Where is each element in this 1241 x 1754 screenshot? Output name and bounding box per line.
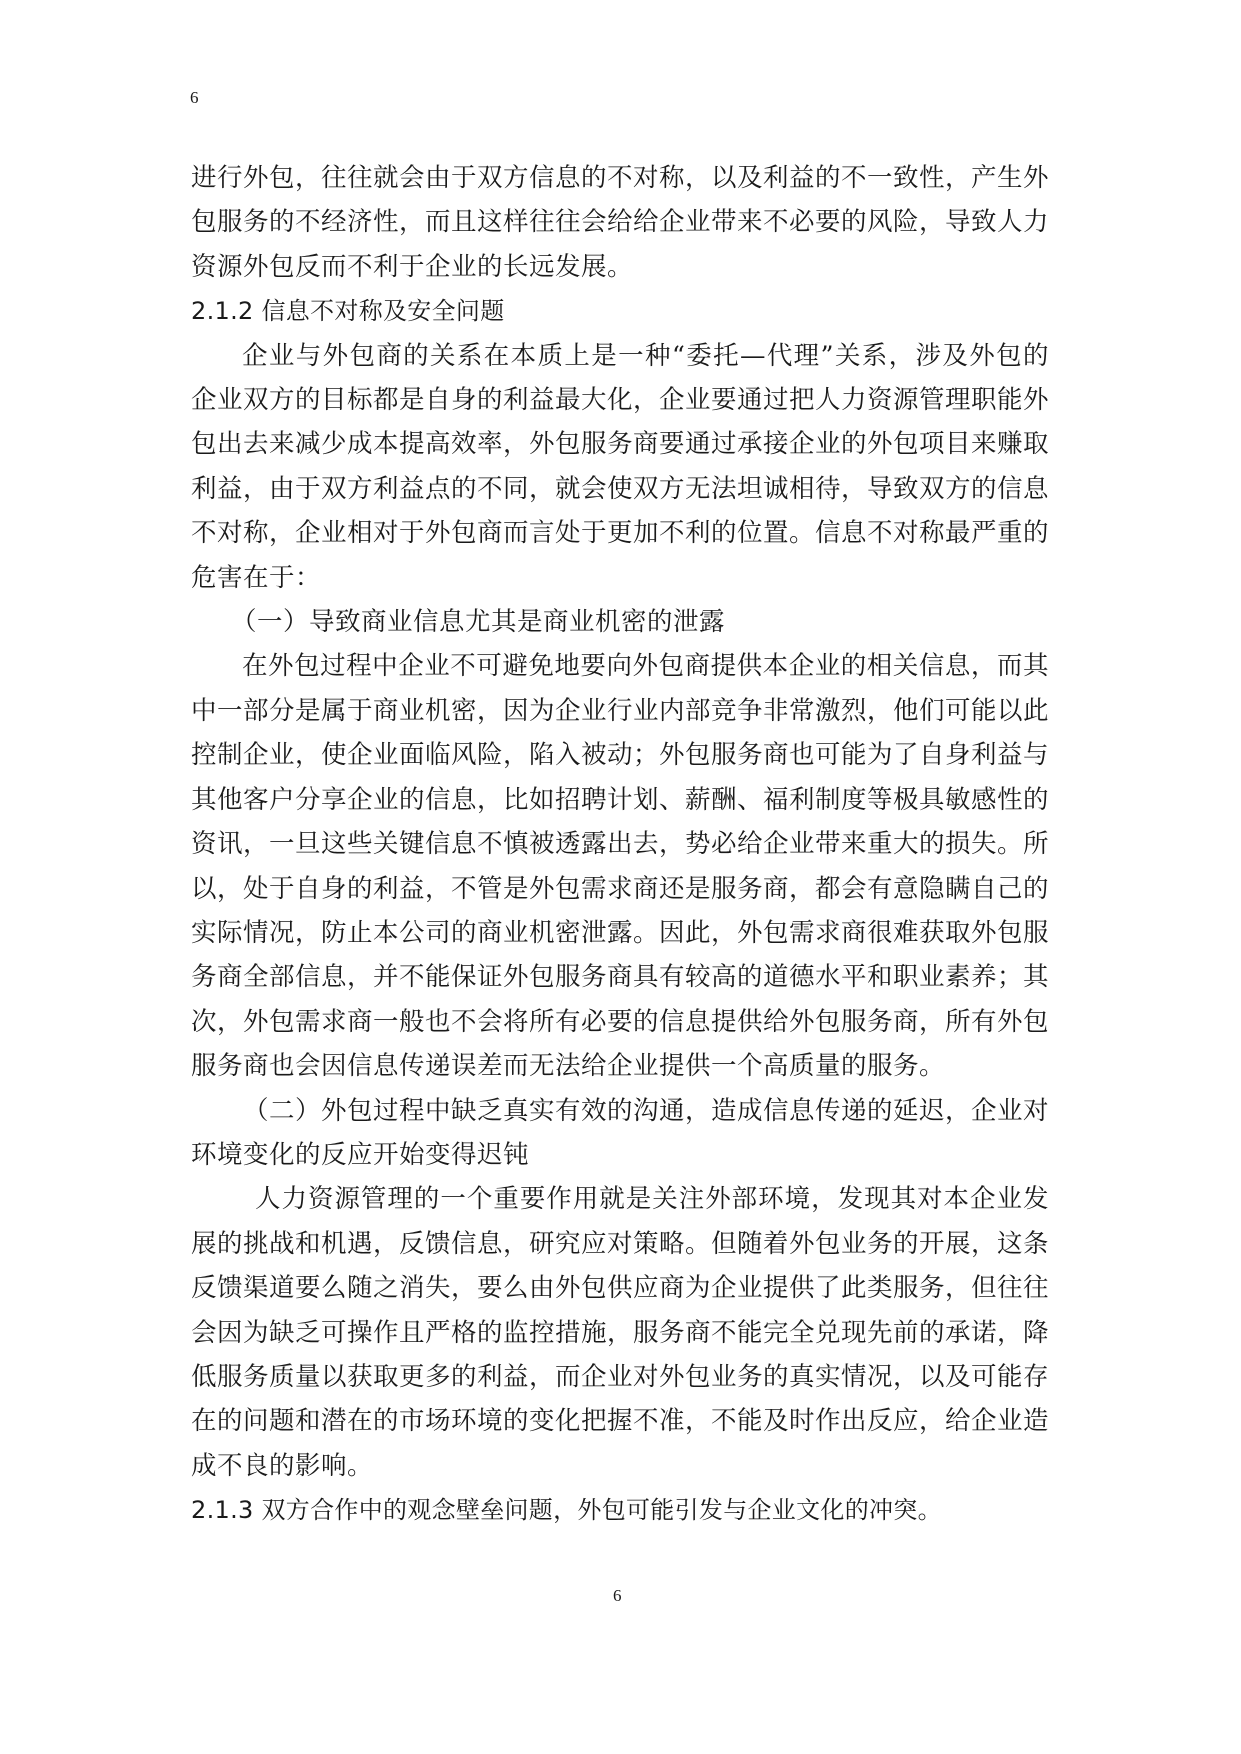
paragraph-communication: 人力资源管理的一个重要作用就是关注外部环境，发现其对本企业发展的挑战和机遇，反馈信息，研究应对策略。但随着外包业务的开展，这条反馈渠道要么随之消失，要么由外包供应商为企业提供了此类服务，但往往会因为缺乏可操作且严格的监控措施，服务商不能完全兑现先前的承诺，降低服务质量以获取更多的利益，而企业对外包业务的真实情况，以及可能存在的问题和潜在的市场环境的变化把握不准，不能及时作出反应，给企业造成不良的影响。 [191,1184,1050,1481]
section-heading-2-1-3: 2.1.3 双方合作中的观念壁垒问题，外包可能引发与企业文化的冲突。 [191,1496,942,1525]
sub-heading-one: （一）导致商业信息尤其是商业机密的泄露 [231,607,726,638]
sub-heading-two: （二）外包过程中缺乏真实有效的沟通，造成信息传递的延迟，企业对环境变化的反应开始变得迟钝 [191,1095,1050,1170]
paragraph-continuation: 进行外包，往往就会由于双方信息的不对称，以及利益的不一致性，产生外包服务的不经济性，而且这样往往会给给企业带来不必要的风险，导致人力资源外包反而不利于企业的长远发展。 [191,163,1050,282]
page-number-bottom: 6 [613,1586,622,1605]
document-body [191,156,1049,1533]
paragraph-trade-secrets: 在外包过程中企业不可避免地要向外包商提供本企业的相关信息，而其中一部分是属于商业机密，因为企业行业内部竞争非常激烈，他们可能以此控制企业，使企业面临风险，陷入被动；外包服务商也可能为了自身利益与其他客户分享企业的信息，比如招聘计划、薪酬、福利制度等极具敏感性的资讯，一旦这些关键信息不慎被透露出去，势必给企业带来重大的损失。所以，处于自身的利益，不管是外包需求商还是服务商，都会有意隐瞒自己的实际情况，防止本公司的商业机密泄露。因此，外包需求商很难获取外包服务商全部信息，并不能保证外包服务商具有较高的道德水平和职业素养；其次，外包需求商一般也不会将所有必要的信息提供给外包服务商，所有外包服务商也会因信息传递误差而无法给企业提供一个高质量的服务。 [191,651,1050,1082]
page-number-top: 6 [190,88,199,107]
paragraph-principal-agent: 企业与外包商的关系在本质上是一种“委托—代理”关系，涉及外包的企业双方的目标都是自身的利益最大化，企业要通过把人力资源管理职能外包出去来减少成本提高效率，外包服务商要通过承接企业的外包项目来赚取利益，由于双方利益点的不同，就会使双方无法坦诚相待，导致双方的信息不对称，企业相对于外包商而言处于更加不利的位置。信息不对称最严重的危害在于： [191,340,1050,593]
section-heading-2-1-2: 2.1.2 信息不对称及安全问题 [191,297,505,326]
